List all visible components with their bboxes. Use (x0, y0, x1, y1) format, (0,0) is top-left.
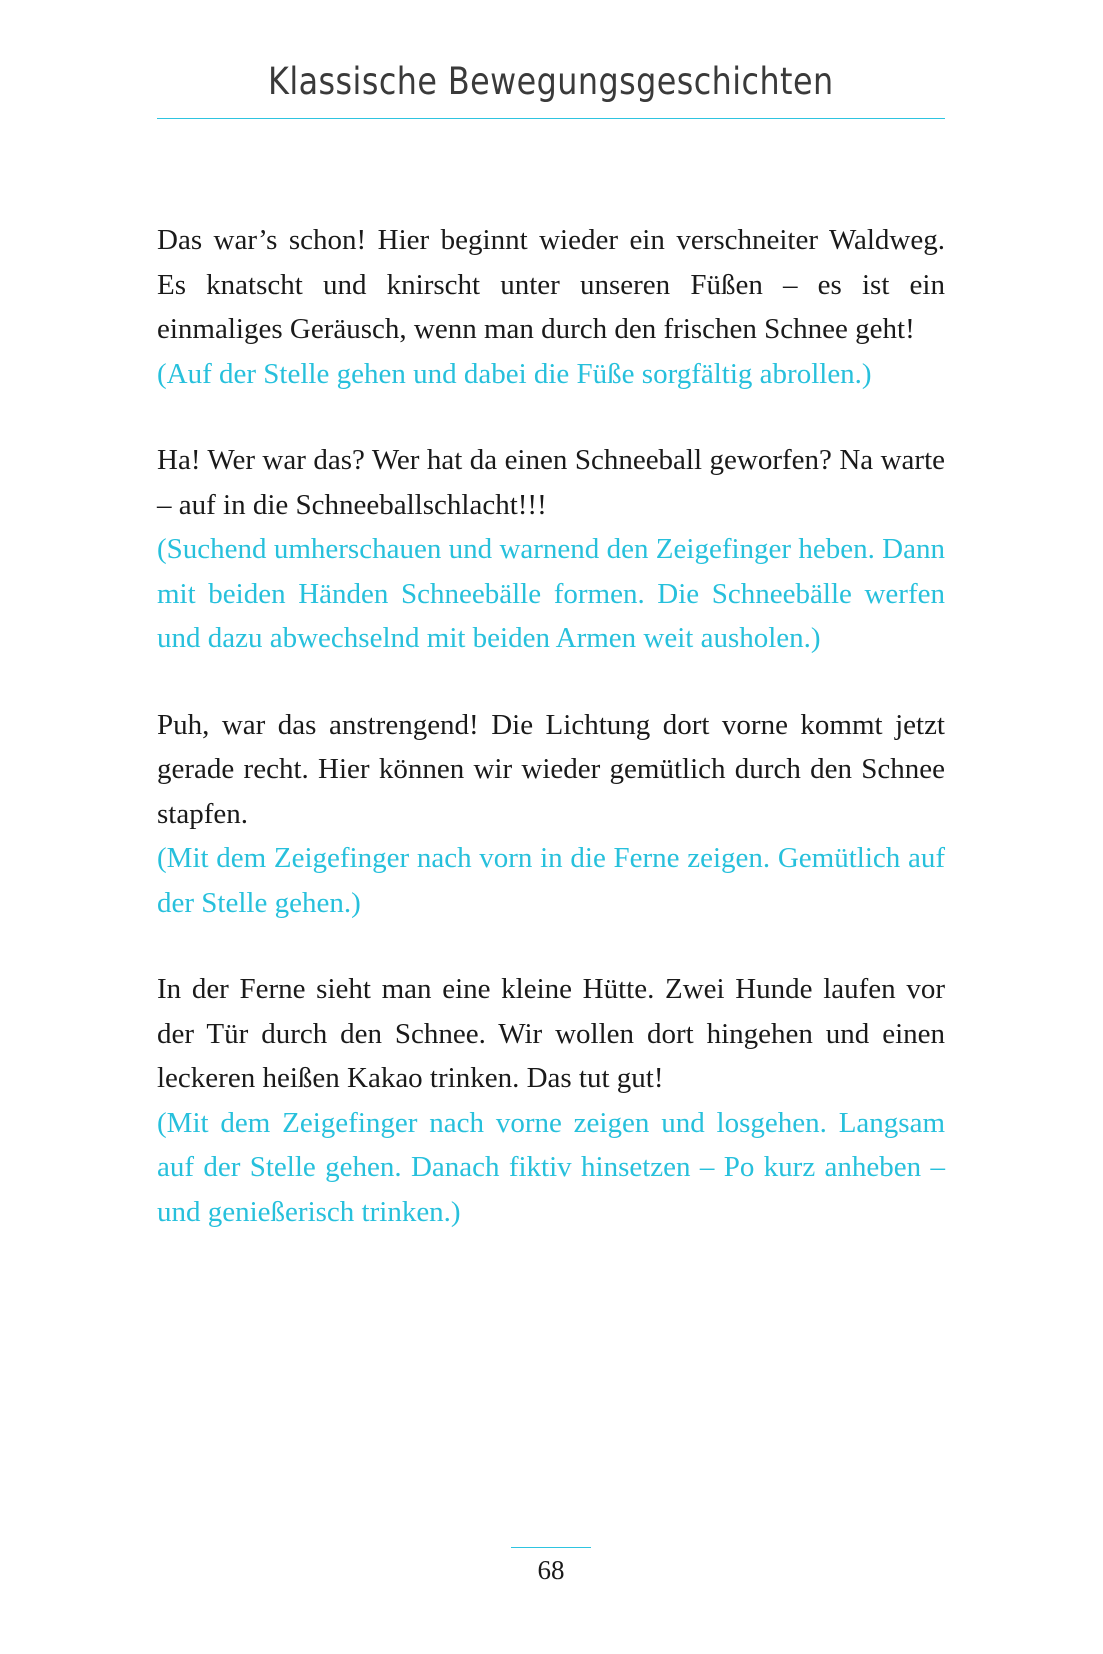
story-paragraph: Puh, war das anstrengend! Die Lichtung dort vorne kommt jetzt gerade recht. Hier können wir wieder gemütlich durch den Schnee stapfen. (157, 708, 945, 830)
footer-divider (511, 1547, 591, 1548)
story-section-2 (157, 438, 945, 661)
movement-instruction: (Mit dem Zeigefinger nach vorne zeigen und losgehen. Langsam auf der Stelle gehen. Danach fiktiv hinsetzen – Po kurz anheben – und genießerisch trinken.) (157, 1106, 945, 1228)
header-divider (157, 118, 945, 119)
running-header (157, 52, 945, 112)
story-paragraph: Das war’s schon! Hier beginnt wieder ein verschneiter Waldweg. Es knatscht und knirscht unter unseren Füßen – es ist ein einmaliges Geräusch, wenn man durch den frischen Schnee geht! (157, 224, 945, 345)
story-paragraph: In der Ferne sieht man eine kleine Hütte. Zwei Hunde laufen vor der Tür durch den Schnee. Wir wollen dort hingehen und einen leckeren heißen Kakao trinken. Das tut gut! (157, 973, 945, 1094)
movement-instruction: (Auf der Stelle gehen und dabei die Füße sorgfältig abrollen.) (157, 357, 872, 390)
story-section-3 (157, 703, 945, 926)
story-section-1 (157, 218, 945, 396)
movement-instruction: (Mit dem Zeigefinger nach vorn in die Ferne zeigen. Gemütlich auf der Stelle gehen.) (157, 842, 945, 919)
header-title: Klassische Bewegungsgeschichten (268, 60, 834, 103)
story-paragraph: Ha! Wer war das? Wer hat da einen Schneeball geworfen? Na warte – auf in die Schneeballschlacht!!! (157, 444, 945, 521)
page-body (157, 218, 945, 1276)
page-number: 68 (537, 1555, 565, 1585)
movement-instruction: (Suchend umherschauen und warnend den Zeigefinger heben. Dann mit beiden Händen Schneebälle formen. Die Schneebälle werfen und dazu abwechselnd mit beiden Armen weit ausholen.) (157, 533, 945, 654)
story-section-4 (157, 967, 945, 1234)
